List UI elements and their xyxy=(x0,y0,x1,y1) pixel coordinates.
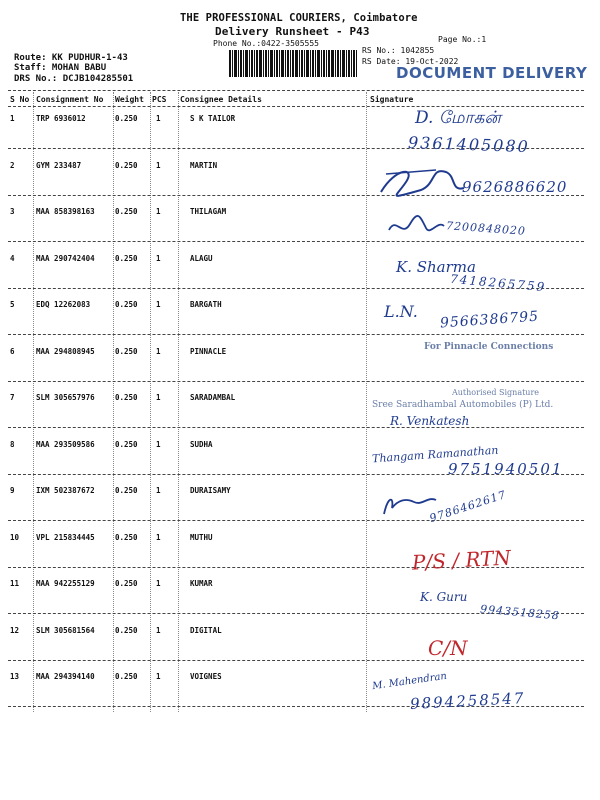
phone-11: 9943518258 xyxy=(479,602,561,623)
signature-11: K. Guru xyxy=(420,590,468,604)
divider-consignment xyxy=(113,92,114,712)
status-cn: C/N xyxy=(428,636,468,660)
col-pcs: PCS xyxy=(152,95,167,104)
row-weight: 0.250 xyxy=(115,253,138,263)
row-separator xyxy=(8,241,584,242)
company-name: THE PROFESSIONAL COURIERS, Coimbatore xyxy=(180,12,418,24)
staff-label: Staff: MOHAN BABU xyxy=(14,63,107,73)
row-consignment-no: GYM 233487 xyxy=(36,160,82,170)
row-consignee: THILAGAM xyxy=(190,207,227,216)
col-sno: S No xyxy=(10,95,30,104)
runsheet-title: Delivery Runsheet - P43 xyxy=(215,25,370,38)
row-consignment-no: IXM 502387672 xyxy=(36,486,95,495)
row-pcs: 1 xyxy=(156,486,161,495)
row-sno: 1 xyxy=(10,114,15,123)
phone-1: 9361405080 xyxy=(407,132,531,157)
row-consignment-no: TRP 6936012 xyxy=(36,114,86,123)
col-signature: Signature xyxy=(370,95,414,104)
phone-13: 9894258547 xyxy=(409,688,526,714)
row-consignment-no: EDQ 12262083 xyxy=(36,300,91,309)
row-sno: 7 xyxy=(10,393,15,402)
row-consignee: DIGITAL xyxy=(190,625,222,635)
row-consignee: DURAISAMY xyxy=(190,486,231,495)
signature-2-scribble xyxy=(376,162,466,206)
row-pcs: 1 xyxy=(156,300,161,309)
stamp-company: Sree Saradhambal Automobiles (P) Ltd. xyxy=(372,400,554,410)
row-weight: 0.250 xyxy=(115,532,138,542)
row-weight: 0.250 xyxy=(115,486,138,495)
row-consignment-no: MAA 294394140 xyxy=(36,672,95,681)
row-pcs: 1 xyxy=(156,672,161,681)
row-sno: 12 xyxy=(10,625,20,635)
phone-5: 9566386795 xyxy=(439,308,540,332)
row-pcs: 1 xyxy=(156,439,161,449)
signature-7: R. Venkatesh xyxy=(390,414,470,428)
row-consignment-no: MAA 858398163 xyxy=(36,207,95,216)
row-consignee: SUDHA xyxy=(190,439,213,449)
row-consignee: MUTHU xyxy=(190,532,213,542)
row-sno: 3 xyxy=(10,207,15,216)
row-pcs: 1 xyxy=(156,532,161,542)
row-weight: 0.250 xyxy=(115,439,138,449)
route-label: Route: KK PUDHUR-1-43 xyxy=(14,53,128,63)
row-weight: 0.250 xyxy=(115,300,138,309)
row-pcs: 1 xyxy=(156,253,161,263)
phone-8: 9751940501 xyxy=(448,460,564,478)
row-weight: 0.250 xyxy=(115,625,138,635)
signature-13: M. Mahendran xyxy=(371,670,448,693)
row-consignment-no: MAA 294808945 xyxy=(36,346,95,356)
rs-number: RS No.: 1042855 xyxy=(362,46,435,55)
signature-scribble-graphic xyxy=(376,162,466,202)
status-ps-rtn: P/S / RTN xyxy=(411,545,512,575)
row-consignee: ALAGU xyxy=(190,253,213,263)
phone-9: 9786462617 xyxy=(427,487,509,526)
row-weight: 0.250 xyxy=(115,160,138,170)
row-sno: 13 xyxy=(10,672,20,681)
page-number: Page No.:1 xyxy=(438,35,487,44)
row-pcs: 1 xyxy=(156,160,161,170)
row-pcs: 1 xyxy=(156,207,161,216)
stamp-pinnacle: For Pinnacle Connections xyxy=(424,342,554,352)
phone-2: 9626886620 xyxy=(462,178,568,196)
row-consignee: PINNACLE xyxy=(190,346,227,356)
signature-5: L.N. xyxy=(384,302,418,321)
row-weight: 0.250 xyxy=(115,393,138,402)
phone-3: 7200848020 xyxy=(445,219,527,238)
row-consignee: MARTIN xyxy=(190,160,218,170)
signature-scribble-graphic xyxy=(386,212,446,242)
divider-sno xyxy=(33,92,34,712)
row-consignee: KUMAR xyxy=(190,579,213,588)
row-pcs: 1 xyxy=(156,393,161,402)
row-sno: 9 xyxy=(10,486,15,495)
row-separator xyxy=(8,660,584,661)
divider-consignee xyxy=(366,92,367,712)
row-separator xyxy=(8,334,584,335)
col-consignee: Consignee Details xyxy=(180,95,262,104)
drs-number: DRS No.: DCJB104285501 xyxy=(14,74,134,84)
barcode xyxy=(229,50,357,77)
row-sno: 8 xyxy=(10,439,15,449)
signature-8: Thangam Ramanathan xyxy=(371,443,499,466)
stamp-authorised: Authorised Signature xyxy=(452,388,540,397)
row-separator xyxy=(8,381,584,382)
row-sno: 6 xyxy=(10,346,15,356)
header-top-rule xyxy=(8,90,584,91)
document-delivery-stamp: DOCUMENT DELIVERY xyxy=(396,64,588,82)
barcode-graphic xyxy=(229,50,357,77)
row-pcs: 1 xyxy=(156,346,161,356)
row-consignment-no: SLM 305681564 xyxy=(36,625,95,635)
row-pcs: 1 xyxy=(156,625,161,635)
col-weight: Weight xyxy=(115,95,144,104)
row-sno: 5 xyxy=(10,300,15,309)
row-separator xyxy=(8,520,584,521)
row-sno: 2 xyxy=(10,160,15,170)
row-consignee: VOIGNES xyxy=(190,672,222,681)
row-sno: 4 xyxy=(10,253,15,263)
row-pcs: 1 xyxy=(156,579,161,588)
row-consignment-no: MAA 290742404 xyxy=(36,253,95,263)
phone-4: 7418265759 xyxy=(449,271,547,295)
row-sno: 10 xyxy=(10,532,20,542)
row-weight: 0.250 xyxy=(115,346,138,356)
divider-weight xyxy=(150,92,151,712)
row-consignee: BARGATH xyxy=(190,300,222,309)
row-consignee: SARADAMBAL xyxy=(190,393,236,402)
col-consignment: Consignment No xyxy=(36,95,104,104)
row-weight: 0.250 xyxy=(115,579,138,588)
signature-4: K. Sharma xyxy=(396,258,476,276)
signature-3-scribble xyxy=(386,212,446,246)
row-consignment-no: SLM 305657976 xyxy=(36,393,95,402)
row-weight: 0.250 xyxy=(115,114,138,123)
divider-pcs xyxy=(178,92,179,712)
row-consignment-no: MAA 293509586 xyxy=(36,439,95,449)
row-consignee: S K TAILOR xyxy=(190,114,236,123)
row-pcs: 1 xyxy=(156,114,161,123)
signature-1: D. மோகன் xyxy=(415,108,501,128)
row-separator xyxy=(8,427,584,428)
row-consignment-no: MAA 942255129 xyxy=(36,579,95,588)
row-sno: 11 xyxy=(10,579,20,588)
row-consignment-no: VPL 215834445 xyxy=(36,532,95,542)
row-weight: 0.250 xyxy=(115,672,138,681)
header-bottom-rule xyxy=(8,106,584,107)
phone-number: Phone No.:0422-3505555 xyxy=(213,39,319,48)
rs-date: RS Date: 19-Oct-2022 xyxy=(362,57,459,66)
row-weight: 0.250 xyxy=(115,207,138,216)
